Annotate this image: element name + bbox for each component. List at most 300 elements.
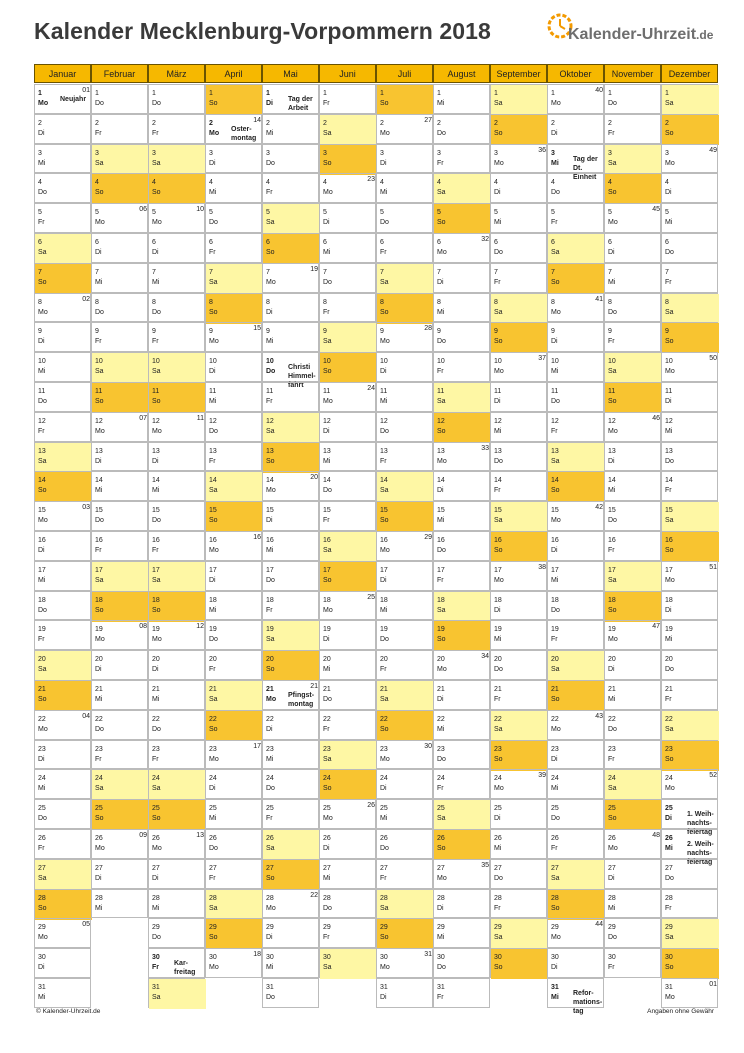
day-label: 1 Mi (437, 90, 445, 107)
week-number: 34 (481, 653, 489, 661)
day-label: 8 So (206, 294, 229, 324)
day-label: 12 Di (323, 417, 331, 435)
day-label: 21 So (548, 681, 571, 711)
day-cell (205, 680, 262, 710)
day-cell (34, 710, 91, 740)
day-label: 14 So (35, 472, 58, 502)
day-cell (205, 561, 262, 591)
day-cell (490, 859, 547, 889)
day-cell (148, 948, 205, 978)
day-label: 23 Mo (380, 745, 390, 763)
day-cell (205, 263, 262, 293)
day-label: 11 Mo (323, 388, 333, 405)
day-label: 9 Mo (209, 328, 219, 346)
day-label: 2 So (491, 115, 514, 145)
day-label: 16 Fr (95, 537, 103, 554)
day-label: 5 Fr (38, 209, 45, 227)
day-label: 16 Fr (608, 537, 616, 554)
day-cell (661, 680, 718, 710)
day-cell (547, 263, 604, 293)
day-cell (319, 859, 376, 889)
day-cell (205, 531, 262, 561)
day-label: 29 Mi (437, 924, 445, 942)
day-label: 12 Mo (95, 417, 105, 435)
day-label: 7 Mi (95, 268, 103, 286)
day-label: 2 Di (38, 119, 45, 137)
day-cell (319, 620, 376, 650)
day-cell (319, 531, 376, 561)
day-cell (604, 84, 661, 114)
day-label: 16 Sa (320, 532, 343, 562)
day-cell (547, 114, 604, 144)
day-label: 27 Di (152, 864, 160, 882)
week-number: 51 (709, 563, 717, 571)
day-label: 19 Mo (152, 626, 162, 644)
day-label: 26 So (434, 830, 457, 860)
day-cell (319, 918, 376, 948)
day-label: 9 So (662, 323, 685, 353)
week-number: 49 (709, 146, 717, 154)
day-cell (34, 740, 91, 770)
month-header: Oktober (547, 64, 604, 83)
week-number: 14 (253, 116, 261, 124)
day-label: 13 Sa (548, 443, 571, 473)
day-cell (148, 918, 205, 948)
day-label: 6 Fr (380, 239, 387, 256)
day-label: 8 Di (266, 298, 273, 316)
day-cell (205, 293, 262, 323)
day-label: 7 Do (323, 268, 332, 286)
day-label: 8 Do (95, 298, 104, 316)
day-label: 3 So (320, 145, 343, 175)
day-label: 10 Mo (665, 358, 675, 376)
day-label: 1 So (206, 85, 229, 115)
day-label: 8 Mi (437, 298, 445, 316)
day-cell (547, 144, 604, 181)
day-cell (91, 352, 148, 382)
day-label: 22 Mi (437, 715, 445, 733)
day-label: 12 Do (380, 417, 389, 435)
day-cell (376, 233, 433, 263)
day-label: 1 Do (152, 90, 161, 107)
day-cell (34, 769, 91, 799)
day-label: 18 Di (494, 596, 502, 614)
day-cell (319, 501, 376, 531)
day-label: 27 Sa (35, 860, 58, 890)
day-cell (262, 471, 319, 501)
holiday-label: Christi Himmel-fahrt (288, 364, 316, 390)
day-cell (148, 173, 205, 203)
day-cell (34, 948, 91, 978)
day-cell (205, 710, 262, 740)
day-cell (91, 829, 148, 859)
day-label: 5 Do (380, 209, 389, 227)
day-label: 16 Di (38, 537, 46, 554)
month-header: Dezember (661, 64, 718, 83)
day-label: 3 Sa (92, 145, 115, 175)
day-label: 11 So (605, 383, 628, 413)
day-cell (661, 114, 718, 144)
day-label: 24 So (320, 770, 343, 800)
day-cell (34, 203, 91, 233)
day-cell (148, 471, 205, 501)
day-label: 16 Do (437, 537, 446, 554)
day-cell (148, 769, 205, 799)
day-cell (376, 412, 433, 442)
day-label: 23 Sa (320, 741, 343, 771)
day-label: 6 Di (152, 239, 159, 256)
day-label: 3 Mo (494, 149, 504, 167)
week-number: 38 (538, 563, 546, 571)
day-cell (34, 799, 91, 829)
week-number: 50 (709, 355, 717, 363)
day-cell (490, 501, 547, 531)
day-label: 5 Di (323, 209, 330, 227)
day-cell (433, 918, 490, 948)
day-label: 1 Di (266, 90, 273, 107)
day-cell (91, 680, 148, 710)
day-cell (34, 84, 91, 114)
day-label: 28 Mi (152, 894, 160, 912)
day-label: 5 Fr (551, 209, 558, 227)
day-label: 17 Mo (494, 566, 504, 584)
day-cell (319, 829, 376, 859)
day-label: 19 Do (380, 626, 389, 644)
holiday-label: 2. Weih-nachts-feiertag (687, 841, 714, 866)
day-cell (91, 293, 148, 323)
day-label: 23 Fr (152, 745, 160, 763)
day-label: 9 So (491, 323, 514, 353)
day-label: 20 Mi (323, 656, 331, 674)
day-label: 24 Mi (38, 775, 46, 793)
day-cell (490, 769, 547, 799)
day-cell (319, 293, 376, 323)
day-label: 4 Mi (209, 179, 217, 197)
day-label: 4 So (92, 174, 115, 204)
week-number: 01 (82, 87, 90, 94)
week-number: 21 (310, 683, 318, 690)
day-cell (148, 322, 205, 352)
day-cell (262, 173, 319, 203)
week-number: 10 (196, 206, 204, 214)
day-label: 3 Mi (551, 149, 559, 167)
day-label: 29 Sa (491, 919, 514, 949)
day-label: 9 Do (437, 328, 446, 346)
day-label: 19 Mo (608, 626, 618, 644)
day-label: 21 So (35, 681, 58, 711)
day-label: 18 Mi (209, 596, 217, 614)
day-label: 14 Sa (377, 472, 400, 502)
day-label: 23 Fr (95, 745, 103, 763)
day-cell (490, 740, 547, 770)
week-number: 36 (538, 146, 546, 154)
day-cell (547, 918, 604, 948)
day-label: 29 Mo (38, 924, 48, 942)
day-cell (490, 322, 547, 352)
day-cell (91, 591, 148, 621)
day-label: 15 Do (608, 507, 617, 525)
day-label: 6 Do (494, 239, 503, 256)
day-cell (148, 144, 205, 174)
day-label: 25 Mo (323, 805, 333, 823)
day-label: 1 Sa (491, 85, 514, 115)
day-cell (490, 114, 547, 144)
day-label: 26 Di (323, 835, 331, 852)
day-cell (205, 84, 262, 114)
week-number: 15 (253, 325, 261, 333)
day-cell (547, 650, 604, 680)
day-label: 4 Sa (434, 174, 457, 204)
day-cell (319, 352, 376, 382)
day-cell (148, 442, 205, 472)
day-cell (376, 829, 433, 859)
day-cell (433, 680, 490, 710)
day-label: 31 Mi (38, 984, 46, 1001)
day-label: 30 Mo (380, 954, 390, 972)
day-label: 18 Do (38, 596, 47, 614)
day-label: 30 Di (551, 954, 559, 972)
day-label: 20 Di (95, 656, 103, 674)
day-cell (433, 501, 490, 531)
day-label: 31 Mo (665, 984, 675, 1001)
day-cell (376, 322, 433, 352)
day-label: 18 So (605, 592, 628, 622)
day-cell (148, 352, 205, 382)
day-label: 19 So (434, 621, 457, 651)
day-label: 23 Do (437, 745, 446, 763)
day-cell (34, 471, 91, 501)
day-cell (262, 680, 319, 710)
day-cell (376, 203, 433, 233)
day-cell (376, 859, 433, 889)
week-number: 52 (709, 772, 717, 780)
week-number: 48 (652, 832, 660, 839)
day-cell (148, 799, 205, 829)
day-cell (148, 680, 205, 710)
day-label: 9 Sa (320, 323, 343, 353)
day-cell (661, 769, 718, 799)
month-header: Januar (34, 64, 91, 83)
week-number: 19 (310, 265, 318, 273)
day-label: 4 Fr (266, 179, 273, 197)
holiday-label: Tag der Arbeit (288, 96, 313, 112)
day-cell (604, 948, 661, 978)
day-cell (604, 442, 661, 472)
day-cell (91, 442, 148, 472)
day-cell (91, 740, 148, 770)
day-cell (490, 84, 547, 114)
day-label: 25 So (605, 800, 628, 830)
day-cell (148, 710, 205, 740)
day-label: 19 Fr (38, 626, 46, 644)
day-label: 15 Di (266, 507, 274, 525)
day-cell (148, 889, 205, 919)
day-cell (34, 591, 91, 621)
day-label: 27 Sa (548, 860, 571, 890)
day-label: 17 Fr (437, 566, 445, 584)
day-cell (661, 918, 718, 948)
day-label: 7 Sa (377, 264, 400, 294)
day-label: 3 Mo (665, 149, 675, 167)
day-cell (661, 322, 718, 352)
day-cell (262, 322, 319, 352)
day-cell (433, 173, 490, 203)
day-cell (91, 382, 148, 412)
day-cell (661, 799, 718, 837)
day-cell (376, 173, 433, 203)
day-cell (376, 591, 433, 621)
holiday-label: 1. Weih-nachts-feiertag (687, 811, 714, 837)
day-cell (148, 650, 205, 680)
day-cell (490, 352, 547, 382)
day-label: 24 Di (209, 775, 217, 793)
day-cell (547, 471, 604, 501)
day-cell (547, 769, 604, 799)
day-label: 14 Mi (95, 477, 103, 495)
day-label: 22 Sa (662, 711, 685, 741)
day-label: 12 So (434, 413, 457, 443)
day-label: 20 Sa (548, 651, 571, 681)
day-cell (205, 471, 262, 501)
day-label: 10 Mi (38, 358, 46, 376)
day-label: 7 Fr (494, 268, 501, 286)
day-cell (205, 591, 262, 621)
day-cell (34, 889, 91, 919)
holiday-label: Pfingst-montag (288, 692, 315, 708)
day-cell (604, 352, 661, 382)
day-label: 26 Mo (608, 835, 618, 852)
day-label: 25 Di (665, 805, 673, 823)
day-cell (433, 203, 490, 233)
day-label: 29 Di (266, 924, 274, 942)
day-cell (262, 591, 319, 621)
day-cell (547, 948, 604, 978)
day-cell (661, 471, 718, 501)
day-label: 9 Fr (152, 328, 159, 346)
day-cell (91, 322, 148, 352)
day-cell (376, 531, 433, 561)
day-cell (376, 650, 433, 680)
day-label: 17 Mi (38, 566, 46, 584)
week-number: 11 (196, 414, 204, 422)
day-cell (547, 680, 604, 710)
day-cell (262, 144, 319, 174)
day-label: 14 Fr (665, 477, 673, 495)
day-label: 1 Sa (662, 85, 685, 115)
day-cell (547, 322, 604, 352)
week-number: 06 (139, 206, 147, 214)
day-cell (319, 144, 376, 174)
day-cell (148, 114, 205, 144)
day-label: 13 Sa (35, 443, 58, 473)
day-label: 10 Do (266, 358, 276, 376)
month-header: Juni (319, 64, 376, 83)
day-label: 16 Fr (152, 537, 160, 554)
day-cell (604, 799, 661, 829)
day-label: 12 Sa (263, 413, 286, 443)
week-number: 42 (595, 504, 603, 512)
day-cell (433, 889, 490, 919)
day-label: 17 Mi (551, 566, 559, 584)
day-label: 15 Mo (551, 507, 561, 525)
day-label: 25 Mi (380, 805, 388, 823)
day-cell (319, 263, 376, 293)
week-number: 16 (253, 534, 261, 541)
day-label: 30 Sa (320, 949, 343, 979)
day-cell (319, 650, 376, 680)
day-label: 24 Fr (437, 775, 445, 793)
week-number: 23 (367, 176, 375, 184)
day-label: 13 Do (494, 447, 503, 465)
day-label: 23 So (491, 741, 514, 771)
day-cell (376, 293, 433, 323)
day-cell (604, 203, 661, 233)
day-cell (34, 352, 91, 382)
day-cell (91, 114, 148, 144)
day-cell (205, 173, 262, 203)
day-label: 2 Di (551, 119, 558, 137)
day-cell (34, 561, 91, 591)
day-label: 26 Sa (263, 830, 286, 860)
day-label: 16 Di (551, 537, 559, 554)
day-label: 28 Sa (377, 890, 400, 920)
day-cell (376, 889, 433, 919)
day-label: 3 Do (266, 149, 275, 167)
day-label: 11 Sa (434, 383, 457, 413)
day-label: 10 Mi (551, 358, 559, 376)
day-cell (661, 531, 718, 561)
day-cell (148, 561, 205, 591)
day-cell (205, 352, 262, 382)
day-cell (205, 859, 262, 889)
day-cell (433, 561, 490, 591)
day-cell (547, 889, 604, 919)
day-label: 28 Fr (665, 894, 673, 912)
day-label: 19 Sa (263, 621, 286, 651)
day-label: 1 Do (95, 90, 104, 107)
week-number: 22 (310, 891, 318, 899)
day-label: 12 Mo (152, 417, 162, 435)
day-label: 27 Di (95, 864, 103, 882)
day-label: 13 Di (608, 447, 616, 465)
day-label: 26 Mo (95, 835, 105, 852)
day-label: 20 So (263, 651, 286, 681)
day-cell (205, 382, 262, 412)
day-cell (490, 263, 547, 293)
day-cell (490, 829, 547, 859)
day-cell (490, 382, 547, 412)
day-label: 7 So (548, 264, 571, 294)
day-cell (490, 293, 547, 323)
week-number: 35 (481, 861, 489, 869)
week-number: 31 (424, 951, 432, 959)
week-number: 37 (538, 355, 546, 363)
day-cell (262, 382, 319, 412)
day-cell (91, 263, 148, 293)
day-label: 9 Fr (608, 328, 615, 346)
day-label: 28 Sa (206, 890, 229, 920)
day-cell (547, 740, 604, 770)
week-number: 29 (424, 534, 432, 541)
day-cell (376, 680, 433, 710)
day-cell (604, 144, 661, 174)
day-cell (433, 471, 490, 501)
day-cell (433, 769, 490, 799)
day-label: 28 Do (323, 894, 332, 912)
day-label: 2 Mi (266, 119, 274, 137)
day-label: 19 Di (323, 626, 331, 644)
day-cell (319, 471, 376, 501)
